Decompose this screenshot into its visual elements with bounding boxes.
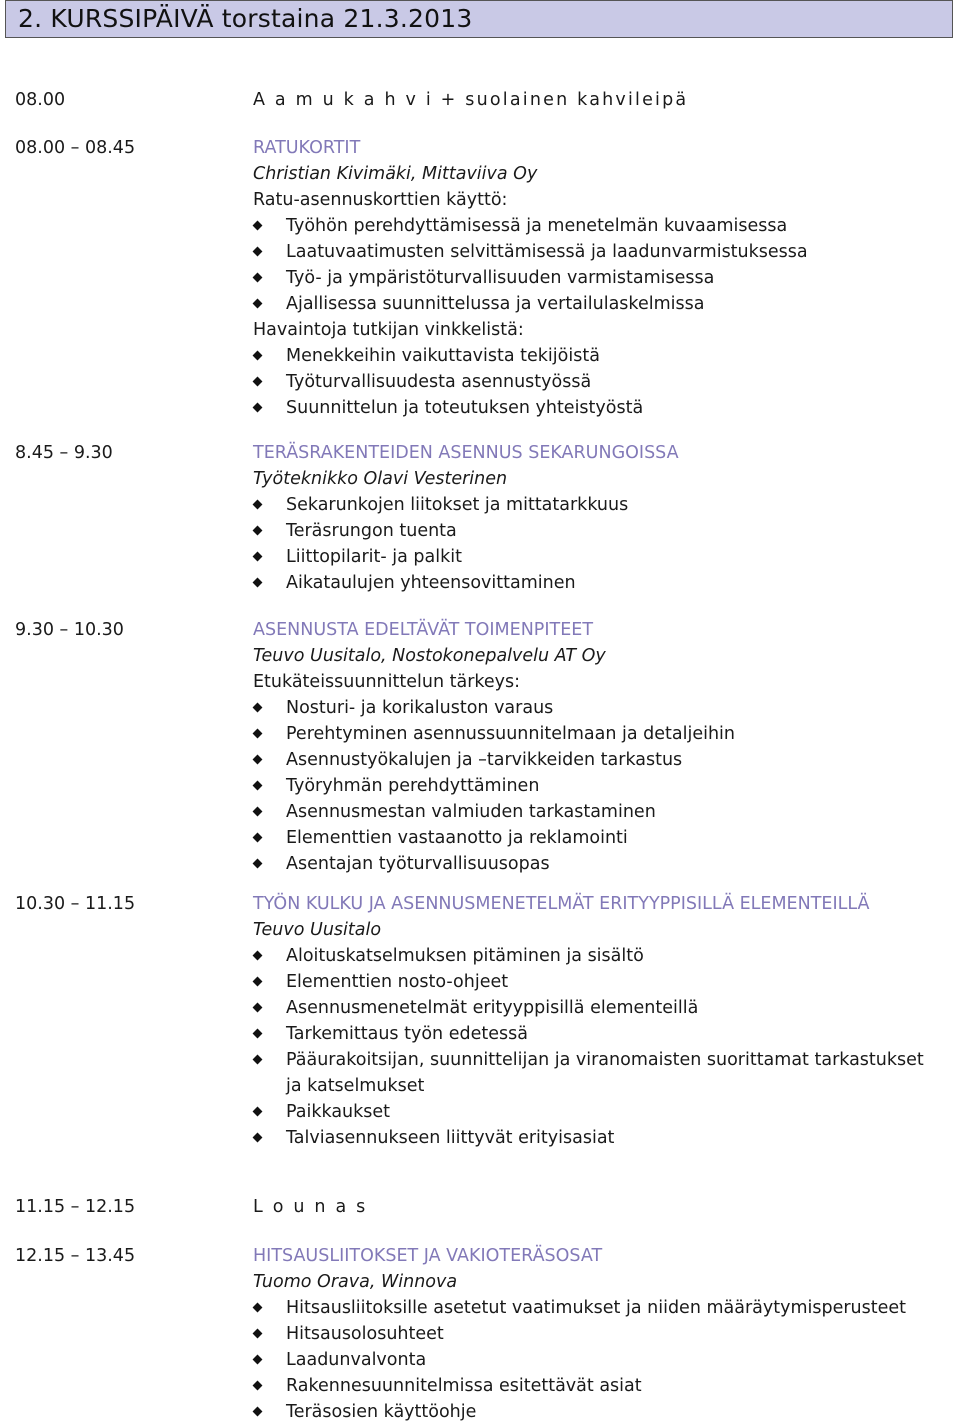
session-time: 11.15 – 12.15 bbox=[15, 1197, 136, 1217]
bullet-text: Talviasennukseen liittyvät erityisasiat bbox=[286, 1128, 615, 1148]
session-content bbox=[253, 440, 933, 596]
diamond-bullet-icon bbox=[253, 807, 263, 817]
bullet-text: Menekkeihin vaikuttavista tekijöistä bbox=[286, 346, 600, 366]
diamond-bullet-icon bbox=[253, 403, 263, 413]
bullet-text: Perehtyminen asennussuunnitelmaan ja detaljeihin bbox=[286, 724, 735, 744]
bullet-text: Työryhmän perehdyttäminen bbox=[286, 776, 540, 796]
diamond-bullet-icon bbox=[253, 552, 263, 562]
diamond-bullet-icon bbox=[253, 377, 263, 387]
diamond-bullet-icon bbox=[253, 781, 263, 791]
bullet-text: Rakennesuunnitelmissa esitettävät asiat bbox=[286, 1376, 642, 1396]
bullet-list bbox=[253, 943, 933, 1151]
bullet-text: Paikkaukset bbox=[286, 1102, 391, 1122]
bullet-item bbox=[253, 1373, 933, 1399]
bullet-item bbox=[253, 1295, 933, 1321]
session-speaker: Teuvo Uusitalo, Nostokonepalvelu AT Oy bbox=[253, 646, 606, 666]
group-intro: Havaintoja tutkijan vinkkelistä: bbox=[253, 320, 524, 340]
session-time: 9.30 – 10.30 bbox=[15, 620, 124, 640]
bullet-text: Asentajan työturvallisuusopas bbox=[286, 854, 550, 874]
bullet-item bbox=[253, 851, 933, 877]
session-heading: RATUKORTIT bbox=[253, 138, 361, 158]
session-content bbox=[253, 87, 933, 113]
diamond-bullet-icon bbox=[253, 1133, 263, 1143]
session-heading: ASENNUSTA EDELTÄVÄT TOIMENPITEET bbox=[253, 620, 594, 640]
session-time: 10.30 – 11.15 bbox=[15, 894, 136, 914]
diamond-bullet-icon bbox=[253, 951, 263, 961]
bullet-text: Suunnittelun ja toteutuksen yhteistyöstä bbox=[286, 398, 644, 418]
bullet-item bbox=[253, 747, 933, 773]
bullet-text: Työhön perehdyttämisessä ja menetelmän kuvaamisessa bbox=[286, 216, 788, 236]
session-content bbox=[253, 891, 933, 1151]
diamond-bullet-icon bbox=[253, 500, 263, 510]
diamond-bullet-icon bbox=[253, 859, 263, 869]
diamond-bullet-icon bbox=[253, 977, 263, 987]
session-speaker: Tuomo Orava, Winnova bbox=[253, 1272, 458, 1292]
bullet-item bbox=[253, 291, 933, 317]
bullet-item bbox=[253, 213, 933, 239]
session-heading: TYÖN KULKU JA ASENNUSMENETELMÄT ERITYYPPISILLÄ ELEMENTEILLÄ bbox=[253, 894, 870, 914]
diamond-bullet-icon bbox=[253, 1407, 263, 1417]
diamond-bullet-icon bbox=[253, 1355, 263, 1365]
bullet-list bbox=[253, 492, 933, 596]
bullet-item bbox=[253, 239, 933, 265]
session-time: 08.00 bbox=[15, 90, 66, 110]
bullet-item bbox=[253, 518, 933, 544]
bullet-item bbox=[253, 265, 933, 291]
diamond-bullet-icon bbox=[253, 1381, 263, 1391]
diamond-bullet-icon bbox=[253, 755, 263, 765]
session-label: L o u n a s bbox=[253, 1197, 368, 1217]
bullet-item bbox=[253, 995, 933, 1021]
bullet-list bbox=[253, 343, 933, 421]
session-heading: TERÄSRAKENTEIDEN ASENNUS SEKARUNGOISSA bbox=[253, 443, 679, 463]
diamond-bullet-icon bbox=[253, 247, 263, 257]
bullet-text: Työturvallisuudesta asennustyössä bbox=[286, 372, 592, 392]
diamond-bullet-icon bbox=[253, 273, 263, 283]
bullet-text: Teräsrungon tuenta bbox=[286, 521, 457, 541]
group-intro: Etukäteissuunnittelun tärkeys: bbox=[253, 672, 521, 692]
session-content bbox=[253, 1243, 933, 1425]
bullet-item bbox=[253, 343, 933, 369]
diamond-bullet-icon bbox=[253, 578, 263, 588]
page-title: 2. KURSSIPÄIVÄ torstaina 21.3.2013 bbox=[18, 4, 473, 33]
session-time: 12.15 – 13.45 bbox=[15, 1246, 136, 1266]
session-content bbox=[253, 617, 933, 877]
bullet-text: Elementtien nosto-ohjeet bbox=[286, 972, 509, 992]
bullet-item bbox=[253, 799, 933, 825]
session-label: A a m u k a h v i + suolainen kahvileipä bbox=[253, 90, 689, 110]
bullet-text: Pääurakoitsijan, suunnittelijan ja viranomaisten suorittamat tarkastukset ja katselmukset bbox=[286, 1050, 924, 1096]
bullet-text: Asennustyökalujen ja –tarvikkeiden tarkastus bbox=[286, 750, 683, 770]
session-speaker: Christian Kivimäki, Mittaviiva Oy bbox=[253, 164, 538, 184]
diamond-bullet-icon bbox=[253, 1107, 263, 1117]
diamond-bullet-icon bbox=[253, 833, 263, 843]
diamond-bullet-icon bbox=[253, 351, 263, 361]
bullet-item bbox=[253, 492, 933, 518]
bullet-text: Asennusmestan valmiuden tarkastaminen bbox=[286, 802, 656, 822]
diamond-bullet-icon bbox=[253, 1055, 263, 1065]
diamond-bullet-icon bbox=[253, 1303, 263, 1313]
bullet-text: Nosturi- ja korikaluston varaus bbox=[286, 698, 554, 718]
session-content bbox=[253, 1194, 933, 1220]
diamond-bullet-icon bbox=[253, 729, 263, 739]
session-time: 8.45 – 9.30 bbox=[15, 443, 113, 463]
diamond-bullet-icon bbox=[253, 526, 263, 536]
bullet-item bbox=[253, 1399, 933, 1425]
session-time: 08.00 – 08.45 bbox=[15, 138, 136, 158]
bullet-item bbox=[253, 1347, 933, 1373]
bullet-text: Asennusmenetelmät erityyppisillä elementeillä bbox=[286, 998, 699, 1018]
bullet-text: Sekarunkojen liitokset ja mittatarkkuus bbox=[286, 495, 629, 515]
bullet-item bbox=[253, 369, 933, 395]
bullet-text: Hitsausolosuhteet bbox=[286, 1324, 444, 1344]
bullet-item bbox=[253, 943, 933, 969]
session-speaker: Työteknikko Olavi Vesterinen bbox=[253, 469, 508, 489]
bullet-text: Aloituskatselmuksen pitäminen ja sisältö bbox=[286, 946, 644, 966]
bullet-text: Laadunvalvonta bbox=[286, 1350, 427, 1370]
bullet-item bbox=[253, 1099, 933, 1125]
diamond-bullet-icon bbox=[253, 703, 263, 713]
bullet-list bbox=[253, 213, 933, 317]
bullet-item bbox=[253, 570, 933, 596]
bullet-text: Aikataulujen yhteensovittaminen bbox=[286, 573, 576, 593]
bullet-text: Tarkemittaus työn edetessä bbox=[286, 1024, 528, 1044]
group-intro: Ratu-asennuskorttien käyttö: bbox=[253, 190, 508, 210]
bullet-item bbox=[253, 773, 933, 799]
diamond-bullet-icon bbox=[253, 1003, 263, 1013]
bullet-list bbox=[253, 1295, 933, 1425]
bullet-item bbox=[253, 1125, 933, 1151]
bullet-item bbox=[253, 1047, 933, 1099]
bullet-text: Työ- ja ympäristöturvallisuuden varmistamisessa bbox=[286, 268, 715, 288]
bullet-item bbox=[253, 721, 933, 747]
session-content bbox=[253, 135, 933, 421]
diamond-bullet-icon bbox=[253, 1029, 263, 1039]
bullet-item bbox=[253, 969, 933, 995]
bullet-text: Hitsausliitoksille asetetut vaatimukset ja niiden määräytymisperusteet bbox=[286, 1298, 907, 1318]
session-heading: HITSAUSLIITOKSET JA VAKIOTERÄSOSAT bbox=[253, 1246, 603, 1266]
diamond-bullet-icon bbox=[253, 1329, 263, 1339]
bullet-text: Liittopilarit- ja palkit bbox=[286, 547, 462, 567]
bullet-item bbox=[253, 825, 933, 851]
bullet-item bbox=[253, 695, 933, 721]
diamond-bullet-icon bbox=[253, 299, 263, 309]
bullet-text: Elementtien vastaanotto ja reklamointi bbox=[286, 828, 628, 848]
diamond-bullet-icon bbox=[253, 221, 263, 231]
bullet-text: Laatuvaatimusten selvittämisessä ja laadunvarmistuksessa bbox=[286, 242, 808, 262]
bullet-item bbox=[253, 544, 933, 570]
session-speaker: Teuvo Uusitalo bbox=[253, 920, 382, 940]
bullet-text: Ajallisessa suunnittelussa ja vertailulaskelmissa bbox=[286, 294, 705, 314]
bullet-text: Teräsosien käyttöohje bbox=[286, 1402, 477, 1422]
bullet-item bbox=[253, 1321, 933, 1347]
page-title-box bbox=[5, 0, 953, 38]
bullet-item bbox=[253, 1021, 933, 1047]
bullet-item bbox=[253, 395, 933, 421]
bullet-list bbox=[253, 695, 933, 877]
